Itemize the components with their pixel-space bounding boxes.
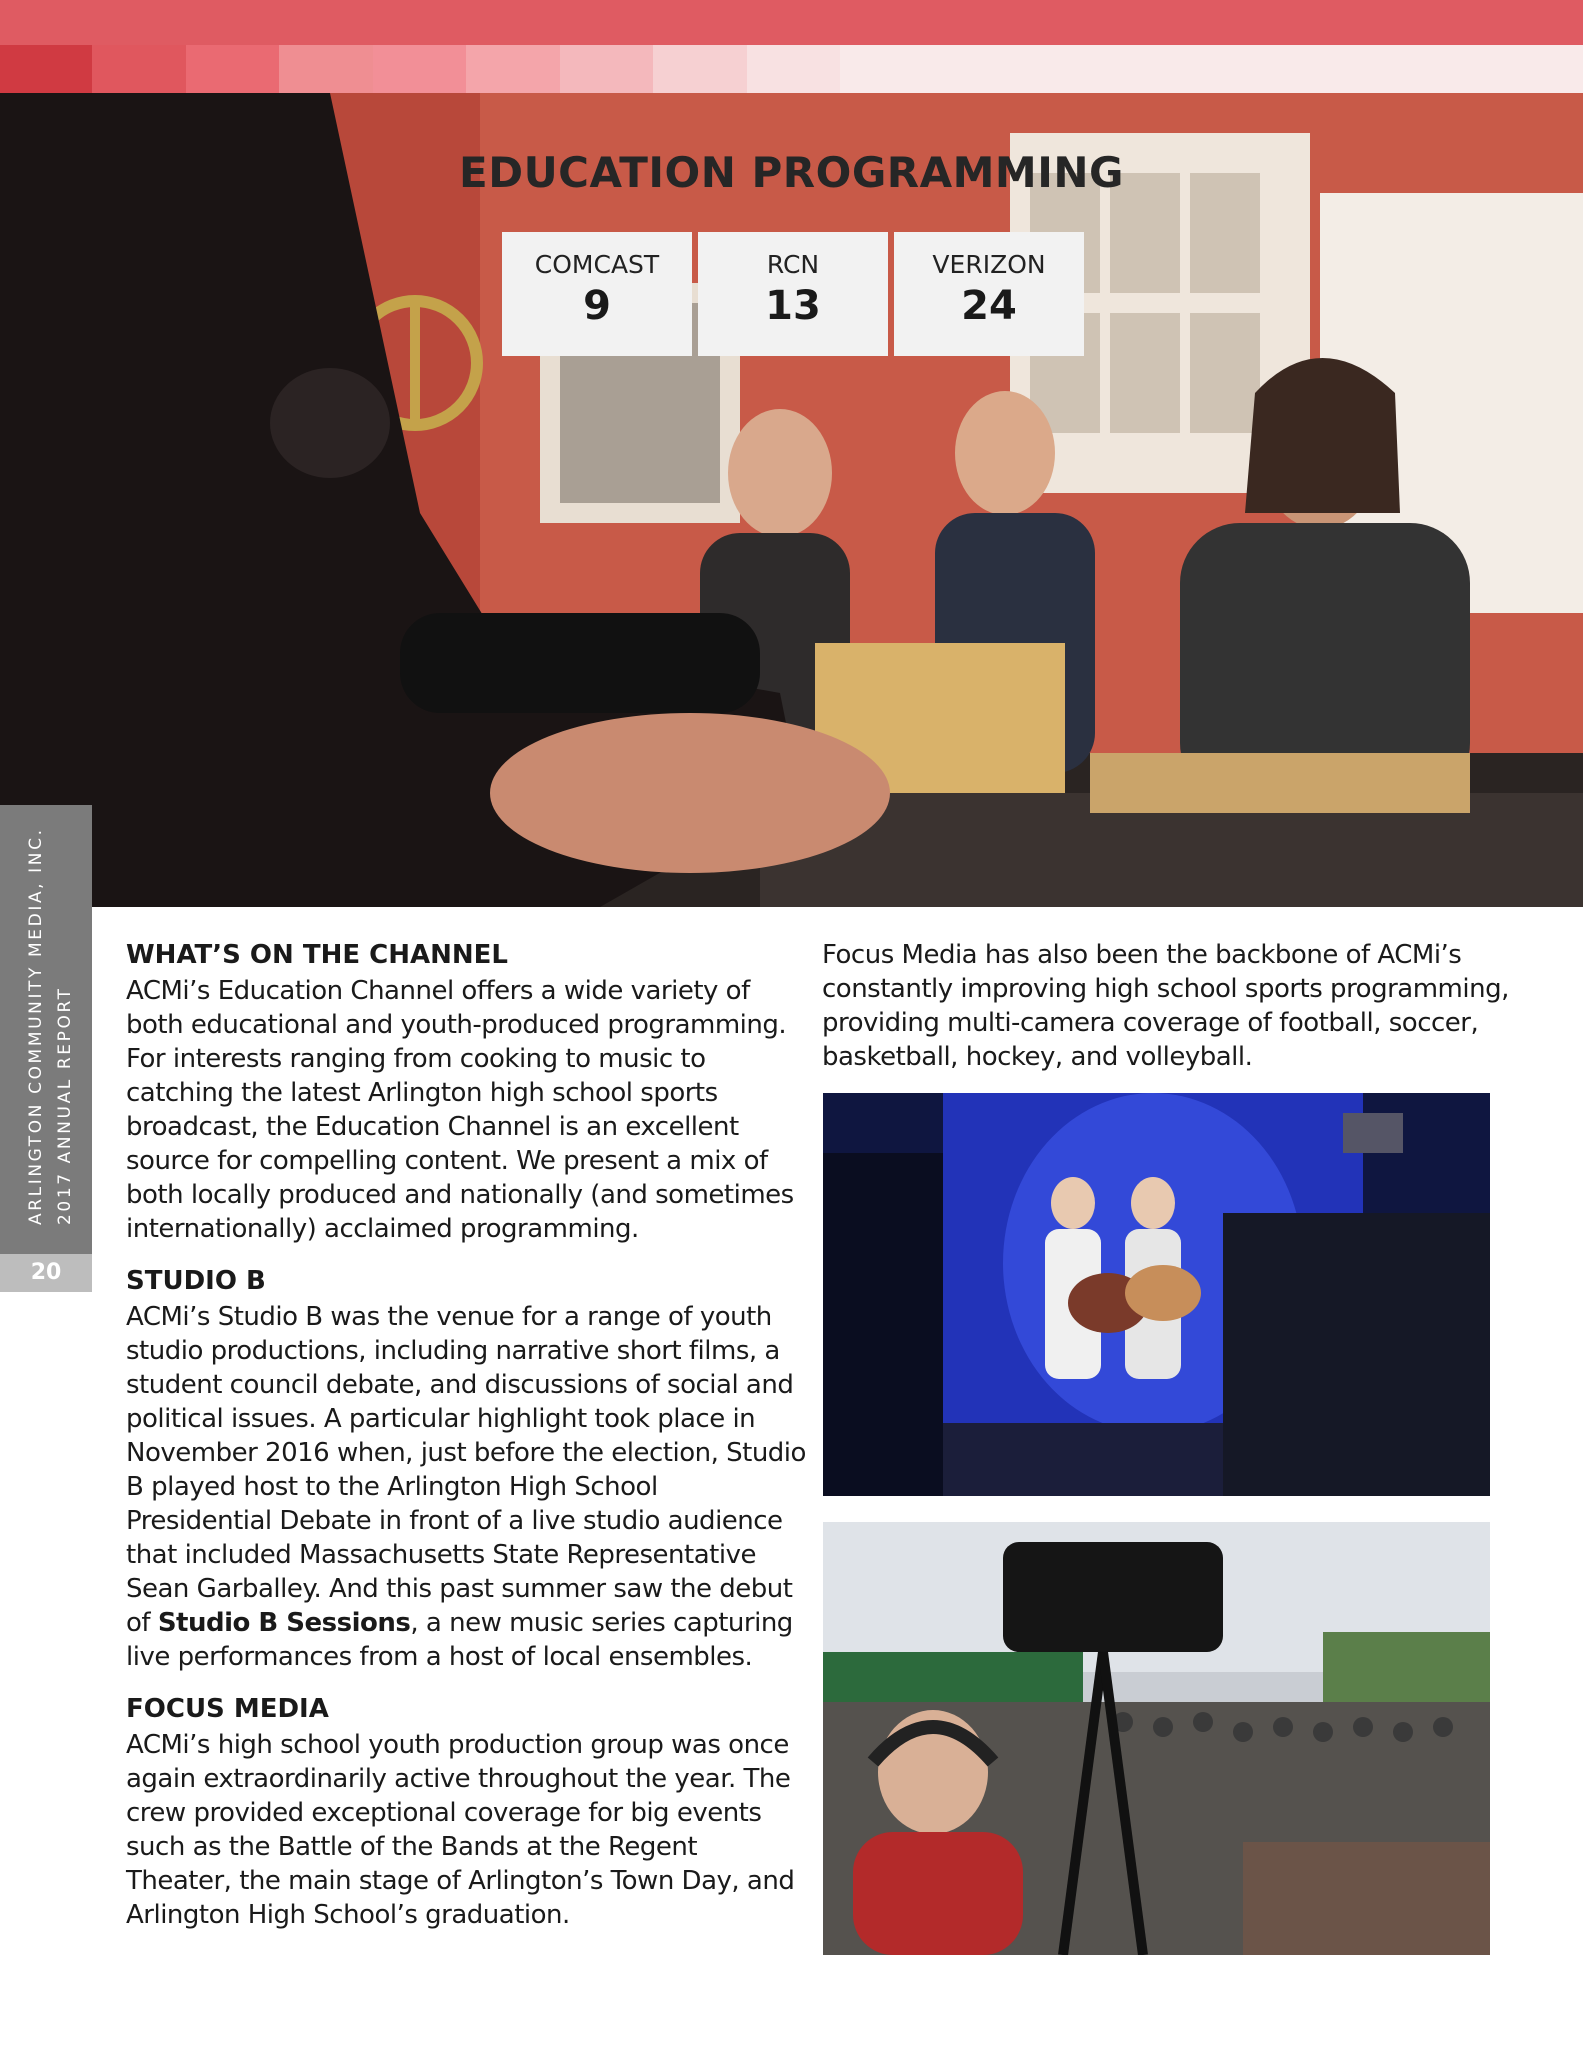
swatch bbox=[466, 45, 560, 93]
channel-card-verizon bbox=[894, 232, 1084, 356]
swatch bbox=[653, 45, 747, 93]
section-body: ACMi’s high school youth production group was once again extraordinarily active throughout the year. The crew provided exceptional coverage for big events such as the Battle of the Bands at the Regent Theater, the main stage of Arlington’s Town Day, and Arlington High School’s graduation. bbox=[126, 1730, 795, 1930]
channel-name: VERIZON bbox=[932, 250, 1046, 279]
right-column bbox=[822, 938, 1522, 1074]
section-heading: WHAT’S ON THE CHANNEL bbox=[126, 940, 508, 970]
top-color-band bbox=[0, 0, 1583, 45]
body-text: , a new music series capturing live performances from a host of local ensembles. bbox=[126, 1608, 793, 1672]
hero-photo-cooking-show bbox=[0, 93, 1583, 907]
channel-list bbox=[502, 232, 1084, 356]
section-heading: STUDIO B bbox=[126, 1266, 266, 1296]
left-column bbox=[126, 938, 806, 1950]
sidebar-report-name: 2017 ANNUAL REPORT bbox=[55, 986, 75, 1225]
body-text: ACMi’s Studio B was the venue for a range of youth studio productions, including narrative short films, a student council debate, and discussions of social and political issues. A particular highlight took place in November 2016 when, just before the election, Studio B played host to the Arlington High School Presidential Debate in front of a live studio audience that included Massachusetts State Representative Sean Garballey. And this past summer saw the debut of bbox=[126, 1302, 806, 1638]
swatch bbox=[840, 45, 1583, 93]
channel-number: 24 bbox=[961, 283, 1017, 329]
section-studio-b bbox=[126, 1264, 806, 1674]
section-focus-media bbox=[126, 1692, 806, 1932]
photo-studio-performance bbox=[823, 1093, 1490, 1496]
focus-media-sports-text: Focus Media has also been the backbone of ACMi’s constantly improving high school sports programming, providing multi-camera coverage of football, soccer, basketball, hockey, and volleyball. bbox=[822, 940, 1509, 1072]
channel-card-rcn bbox=[698, 232, 888, 356]
channel-name: COMCAST bbox=[534, 250, 660, 279]
channel-name: RCN bbox=[766, 250, 820, 279]
sidebar-org-name: ARLINGTON COMMUNITY MEDIA, INC. bbox=[26, 827, 46, 1225]
swatch bbox=[560, 45, 653, 93]
swatch bbox=[373, 45, 466, 93]
swatch bbox=[92, 45, 186, 93]
swatch bbox=[0, 45, 92, 93]
channel-number: 13 bbox=[765, 283, 821, 329]
swatch bbox=[279, 45, 373, 93]
swatch bbox=[747, 45, 840, 93]
page-number: 20 bbox=[0, 1254, 92, 1292]
section-body bbox=[126, 1300, 806, 1674]
photo-outdoor-filming bbox=[823, 1522, 1490, 1955]
section-heading: FOCUS MEDIA bbox=[126, 1694, 329, 1724]
page-title: EDUCATION PROGRAMMING bbox=[459, 148, 1124, 197]
studio-b-sessions-name: Studio B Sessions bbox=[157, 1608, 411, 1638]
channel-card-comcast bbox=[502, 232, 692, 356]
swatch bbox=[186, 45, 279, 93]
side-tab-text bbox=[22, 785, 80, 1225]
section-whats-on bbox=[126, 938, 806, 1246]
color-swatch-strip bbox=[0, 45, 1583, 93]
section-body: ACMi’s Education Channel offers a wide variety of both educational and youth-produced programming. For interests ranging from cooking to music to catching the latest Arlington high school sports broadcast, the Education Channel is an excellent source for compelling content. We present a mix of both locally produced and nationally (and sometimes internationally) acclaimed programming. bbox=[126, 976, 794, 1244]
channel-number: 9 bbox=[583, 283, 611, 329]
